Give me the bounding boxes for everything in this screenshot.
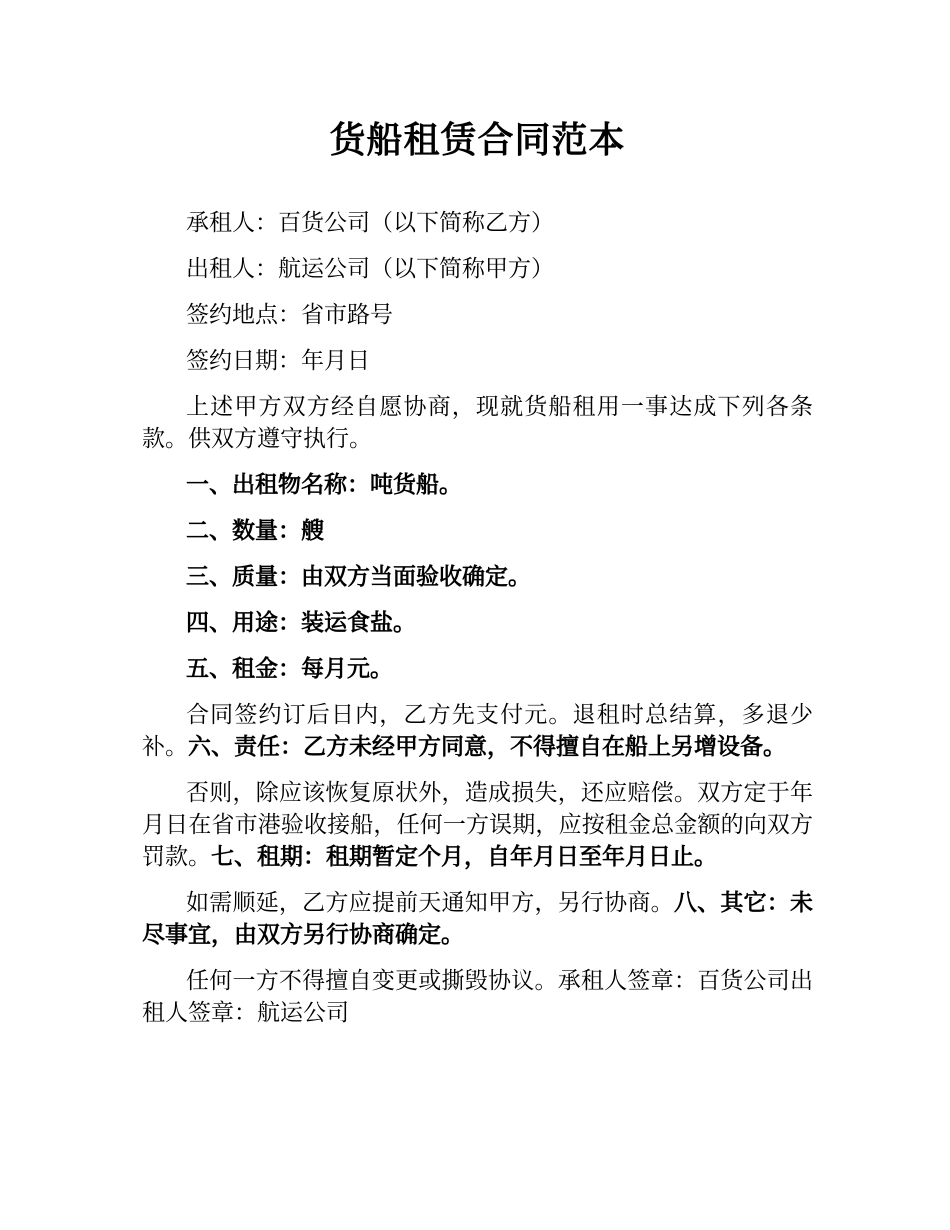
intro-paragraph: 上述甲方双方经自愿协商，现就货船租用一事达成下列各条款。供双方遵守执行。 (142, 394, 813, 452)
document-page (142, 110, 813, 1043)
lessor-line: 出租人：航运公司（以下简称甲方） (186, 256, 554, 282)
clause-5-rent: 五、租金：每月元。 (186, 655, 393, 682)
liability-paragraph (142, 777, 813, 873)
clause-8-other: 八、其它：未尽事宜，由双方另行协商确定。 (142, 889, 814, 948)
closing-paragraph: 任何一方不得擅自变更或撕毁协议。承租人签章：百货公司出租人签章：航运公司 (142, 968, 813, 1026)
clause-7-term: 七、租期：租期暂定个月，自年月日至年月日止。 (211, 843, 717, 870)
clause-6-responsibility: 六、责任：乙方未经甲方同意，不得擅自在船上另增设备。 (188, 733, 786, 760)
signing-date-line: 签约日期：年月日 (186, 348, 370, 374)
document-title: 货船租赁合同范本 (329, 119, 626, 161)
clause-1-item-name: 一、出租物名称：吨货船。 (186, 471, 462, 498)
payment-text: 合同签约订后日内，乙方先支付元。退租时总结算，多退少补。 (142, 702, 813, 760)
extension-paragraph (142, 887, 813, 951)
liability-text: 否则，除应该恢复原状外，造成损失，还应赔偿。双方定于年月日在省市港验收接船，任何一方误期，应按租金总金额的向双方罚款。 (142, 780, 813, 870)
lessee-line: 承租人：百货公司（以下简称乙方） (186, 210, 554, 236)
payment-paragraph (142, 699, 813, 763)
clause-3-quality: 三、质量：由双方当面验收确定。 (186, 563, 531, 590)
clause-2-quantity: 二、数量：艘 (186, 517, 324, 544)
extension-text: 如需顺延，乙方应提前天通知甲方，另行协商。 (186, 890, 674, 916)
signing-place-line: 签约地点：省市路号 (186, 302, 393, 328)
clause-4-usage: 四、用途：装运食盐。 (186, 609, 416, 636)
